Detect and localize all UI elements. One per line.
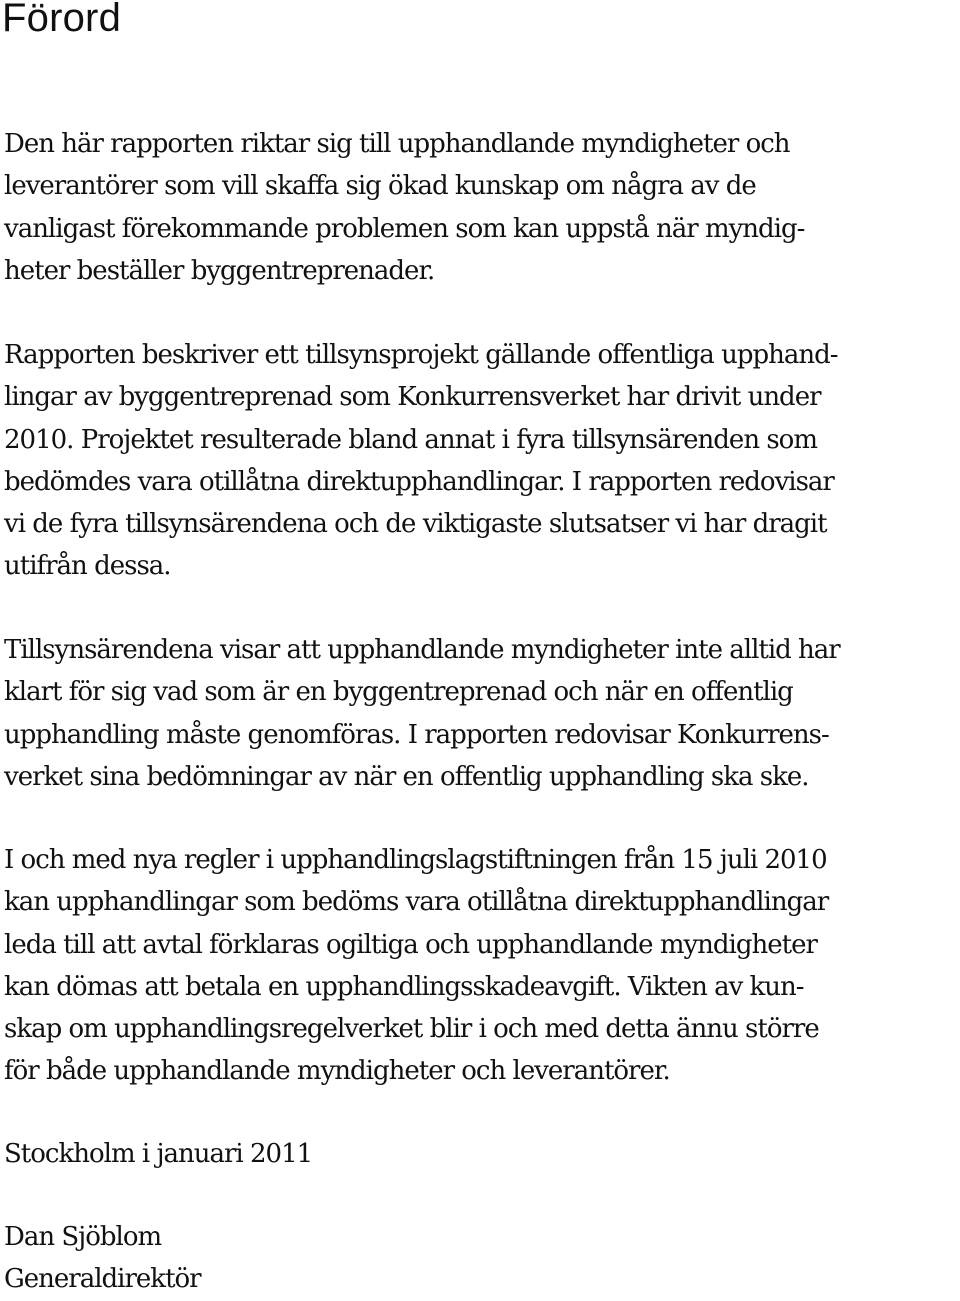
paragraph-line: vi de fyra tillsynsärendena och de viktigaste slutsatser vi har dragit: [4, 509, 827, 540]
paragraph-line: leda till att avtal förklaras ogiltiga och upphandlande myndigheter: [4, 929, 817, 960]
paragraph-line: Tillsynsärendena visar att upphandlande myndigheter inte alltid har: [4, 635, 840, 665]
paragraph-line: I och med nya regler i upphandlingslagstiftningen från 15 juli 2010: [4, 845, 827, 875]
paragraph-line: Rapporten beskriver ett tillsynsprojekt gällande offentliga upphand-: [4, 340, 838, 370]
paragraph-line: Den här rapporten riktar sig till upphandlande myndigheter och: [4, 129, 790, 159]
closing-place-date: [4, 1133, 959, 1175]
paragraph-line: upphandling måste genomföras. I rapporten redovisar Konkurrens-: [4, 719, 829, 750]
paragraph-line: leverantörer som vill skaffa sig ökad kunskap om några av de: [4, 171, 756, 202]
signature-block: [4, 1216, 959, 1301]
paragraph-line: skap om upphandlingsregelverket blir i och med detta ännu större: [4, 1014, 819, 1045]
signature-name: Dan Sjöblom: [4, 1222, 162, 1252]
paragraph-findings: [4, 629, 959, 798]
paragraph-line: kan upphandlingar som bedöms vara otillåtna direktupphandlingar: [4, 887, 829, 918]
paragraph-intro: [4, 123, 959, 292]
paragraph-line: 2010. Projektet resulterade bland annat i fyra tillsynsärenden som: [4, 424, 817, 455]
paragraph-line: utifrån dessa.: [4, 551, 171, 582]
paragraph-line: vanligast förekommande problemen som kan uppstå när myndig-: [4, 213, 805, 244]
paragraph-line: kan dömas att betala en upphandlingsskadeavgift. Vikten av kun-: [4, 971, 804, 1002]
paragraph-line: för både upphandlande myndigheter och leverantörer.: [4, 1056, 670, 1087]
paragraph-line: verket sina bedömningar av när en offentlig upphandling ska ske.: [4, 761, 809, 792]
page-title: Förord: [2, 0, 122, 40]
paragraph-line: lingar av byggentreprenad som Konkurrensverket har drivit under: [4, 382, 821, 413]
paragraph-line: heter beställer byggentreprenader.: [4, 255, 435, 286]
closing-line: Stockholm i januari 2011: [4, 1139, 313, 1169]
paragraph-line: bedömdes vara otillåtna direktupphandlingar. I rapporten redovisar: [4, 466, 834, 497]
paragraph-line: klart för sig vad som är en byggentreprenad och när en offentlig: [4, 677, 793, 708]
signature-role: Generaldirektör: [4, 1264, 201, 1295]
paragraph-new-rules: [4, 839, 959, 1093]
paragraph-project: [4, 334, 959, 588]
